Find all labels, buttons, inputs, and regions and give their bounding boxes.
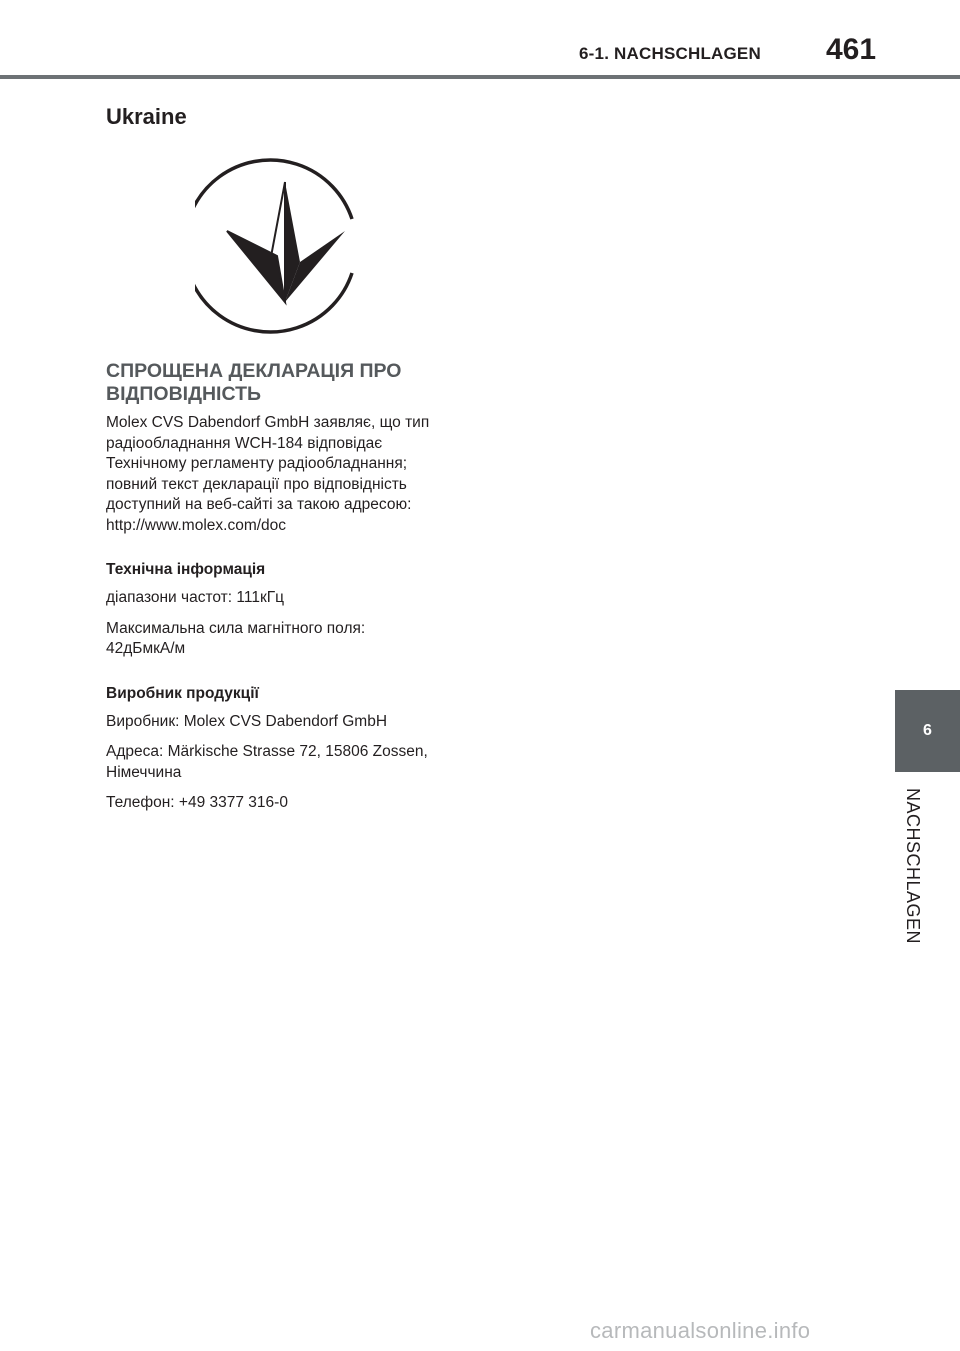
- declaration-line: доступний на веб-сайті за такою адресою:: [106, 496, 412, 513]
- manufacturer-address: [106, 742, 466, 783]
- section-heading: Ukraine: [106, 104, 187, 129]
- manufacturer-phone: Телефон: +49 3377 316-0: [106, 794, 288, 811]
- header-rule: [0, 75, 960, 79]
- declaration-url: http://www.molex.com/doc: [106, 516, 287, 534]
- chapter-tab[interactable]: 6: [895, 690, 960, 772]
- manufacturer-name: Виробник: Molex CVS Dabendorf GmbH: [106, 712, 388, 730]
- manufacturer-heading: Виробник продукції: [106, 684, 259, 702]
- ukraine-conformity-mark-icon: [195, 156, 375, 336]
- declaration-line: Molex CVS Dabendorf GmbH заявляє, що тип: [106, 414, 430, 431]
- footer-watermark: carmanualsonline.info: [590, 1318, 811, 1343]
- address-line: Адреса: Märkische Strasse 72, 15806 Zossen,: [106, 743, 428, 760]
- tech-info-heading: Технічна інформація: [106, 561, 266, 578]
- content-column: [106, 360, 466, 824]
- field-strength: [106, 619, 466, 660]
- field-strength-value: 42дБмкА/м: [106, 640, 186, 657]
- address-line: Німеччина: [106, 763, 182, 781]
- declaration-heading: СПРОЩЕНА ДЕКЛАРАЦІЯ ПРО ВІДПОВІДНІСТЬ: [106, 360, 402, 405]
- declaration-line: Технічному регламенту радіообладнання;: [106, 455, 408, 472]
- declaration-line: повний текст декларації про відповідність: [106, 475, 407, 493]
- chapter-label: NACHSCHLAGEN: [903, 788, 923, 945]
- field-strength-label: Максимальна сила магнітного поля:: [106, 619, 366, 637]
- page-number: 461: [826, 33, 877, 66]
- declaration-text: [106, 413, 466, 536]
- declaration-line: радіообладнання WCH-184 відповідає: [106, 434, 383, 452]
- header-title: 6-1. NACHSCHLAGEN: [579, 44, 761, 63]
- frequency-range: діапазони частот: 111кГц: [106, 589, 285, 606]
